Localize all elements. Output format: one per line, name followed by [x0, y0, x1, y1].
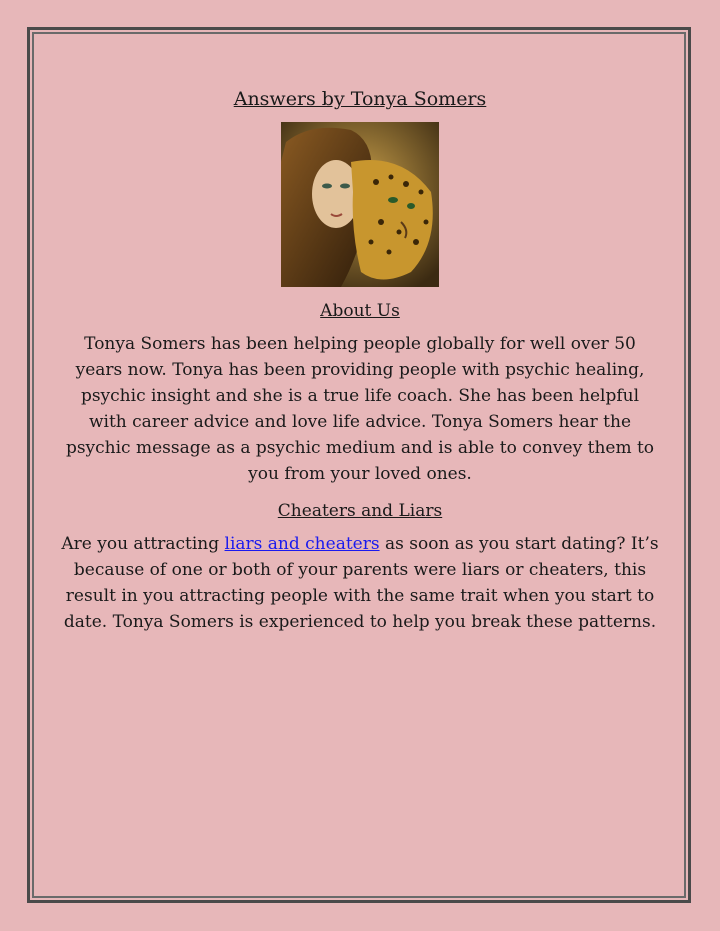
liars-cheaters-link[interactable]: liars and cheaters	[224, 534, 380, 554]
cheaters-text-before: Are you attracting	[61, 534, 225, 554]
woman-leopard-image	[281, 122, 439, 287]
about-heading: About Us	[320, 301, 400, 321]
cheaters-paragraph	[60, 531, 660, 635]
page-title: Answers by Tonya Somers	[233, 88, 487, 110]
about-paragraph: Tonya Somers has been helping people globally for well over 50 years now. Tonya has been providing people with psychic healing, psychic insight and she is a true life coach. She has been helpful with career advice and love life advice. Tonya Somers hear the psychic message as a psychic medium and is able to convey them to you from your loved ones.	[65, 334, 655, 484]
cheaters-text-after: as soon as you start dating? It’s because of one or both of your parents were liars or cheaters, this result in you attracting people with the same trait when you start to date. Tonya Somers is experienced to help you break these patterns.	[63, 534, 659, 632]
document-content	[60, 60, 660, 641]
cheaters-heading: Cheaters and Liars	[277, 501, 443, 521]
